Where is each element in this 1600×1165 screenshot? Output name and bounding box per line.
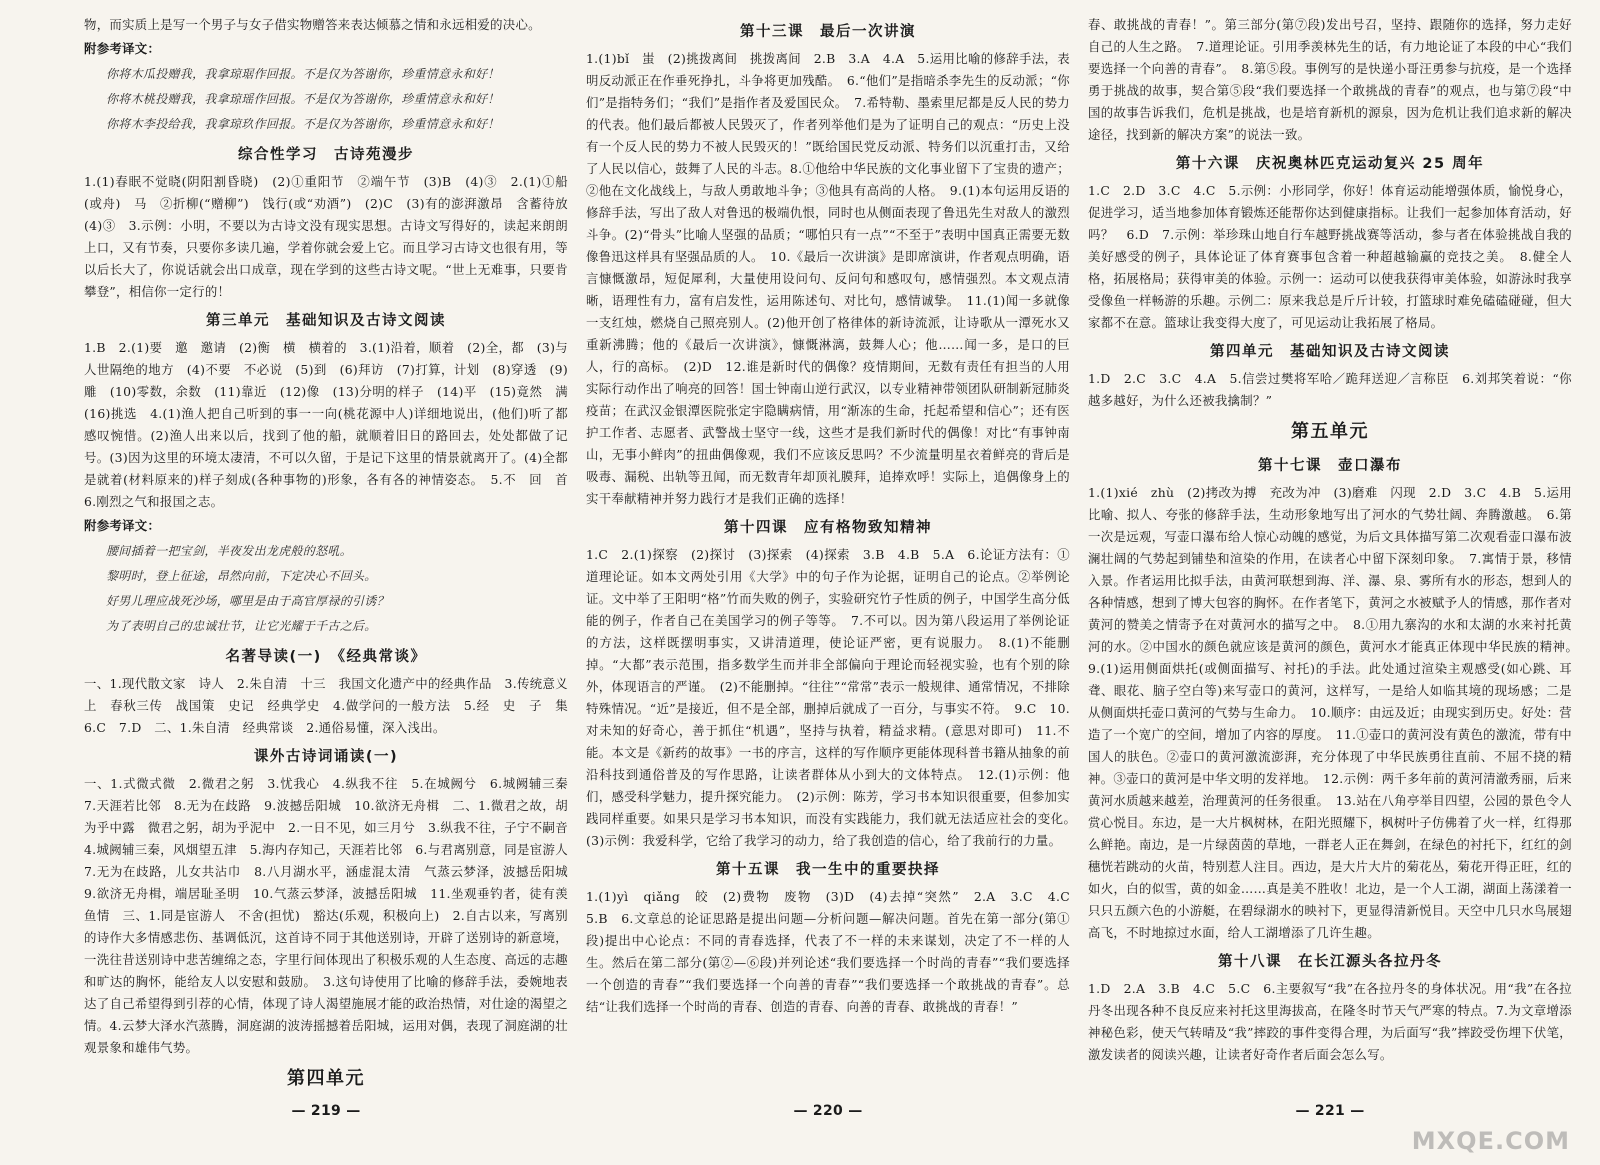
reference-translation-label: 附参考译文： bbox=[84, 518, 161, 533]
watermark: MXQE.COM bbox=[1411, 1127, 1570, 1155]
body-text: 1.D 2.A 3.B 4.C 5.C 6.主要叙写“我”在各拉丹冬的身体状况。用“我”在各拉丹冬出现各种不良反应来衬托这里海拔高，在隆冬时节天气严寒的特点。7.为文章增添神秘色彩，使天气转晴及“我”摔跤的事件变得合理，为后面写“我”摔跤受伤埋下伏笔，激发读者的阅读兴趣，让读者好奇作者后面会怎么写。 bbox=[1088, 981, 1572, 1062]
body-text: 1.(1)xié zhù (2)拷改为搏 充改为冲 (3)磨难 闪现 2.D 3.C 4.B 5.运用比喻、拟人、夸张的修辞手法，生动形象地写出了河水的气势壮阔、奔腾激越。 6.第一次是远观，写壶口瀑布给人惊心动魄的感觉，为后文具体描写第二次观看壶口瀑布波澜壮阔的气势起到铺垫和渲染的作用，在读者心中留下深刻印象。 7.寓情于景，移情入景。作者运用比拟手法，由黄河联想到海、洋、瀑、泉、雾所有水的形态，想到人的各种情感，想到了博大包容的胸怀。在作者笔下，黄河之水被赋予人的情感，那作者对黄河的赞美之情寄予在对黄河水的描写之中。 8.①用九寨沟的水和太湖的水来衬托黄河的水。②中国水的颜色就应该是黄河的颜色，黄河水才能真正体现中华民族的精神。 9.(1)运用侧面烘托(或侧面描写、衬托)的手法。此处通过渲染主观感受(如心跳、耳聋、眼花、脑子空白等)来写壶口的黄河，这样写，一是给人如临其境的现场感；二是从侧面烘托壶口黄河的气势与生命力。 10.顺序：由远及近；由现实到历史。好处：营造了一个宽广的空间，增加了内容的厚度。 11.①壶口的黄河没有黄色的激流，带有中国人的肤色。②壶口的黄河激流澎湃，充分体现了中华民族勇往直前、不屈不挠的精神。③壶口的黄河是中华文明的发祥地。 12.示例：两千多年前的黄河清澈秀丽，后来黄河水质越来越差，治理黄河的任务很重。 13.站在八角亭举目四望，公园的景色令人赏心悦目。东边，是一大片枫树林，在阳光照耀下，枫树叶子仿佛着了火一样，红得那么鲜艳。南边，是一片绿茵茵的草地，一群老人正在舞剑，在绿色的衬托下，红红的剑穗恍若跳动的火苗，特别惹人注目。西边，是大片大片的菊花丛，菊花开得正旺，红的如火，白的似雪，黄的如金……真是美不胜收！北边，是一个人工湖，湖面上荡漾着一只只五颜六色的小游艇，在碧绿湖水的映衬下，更显得清新悦目。天空中几只水鸟展翅高飞，不时地掠过水面，给人工湖增添了几许生趣。 bbox=[1088, 485, 1585, 940]
unit-heading: 第五单元 bbox=[1291, 421, 1369, 442]
body-text: 1.C 2.D 3.C 4.C 5.示例：小形同学，你好！体育运动能增强体质，愉悦身心，促进学习，适当地参加体育锻炼还能帮你达到健康指标。让我们一起参加体育活动，好吗？ 6.D 7.示例：举珍珠山地自行车越野挑战赛等活动，参与者在体验挑战自我的美好感受的例子，具体论证了体育赛事包含着一种超越输赢的竞技之美。 8.健全人格，拓展格局；获得审美的体验。示例一：运动可以使我获得审美体验，如游泳时我享受像鱼一样畅游的乐趣。示例二：原来我总是斤斤计较，打篮球时难免磕磕碰碰，但大家都不在意。篮球让我变得大度了，可见运动让我拓展了格局。 bbox=[1088, 183, 1572, 330]
section-heading: 第十八课 在长江源头各拉丹冬 bbox=[1218, 954, 1442, 970]
section-heading: 第十四课 应有格物致知精神 bbox=[724, 520, 932, 536]
section-heading: 第三单元 基础知识及古诗文阅读 bbox=[206, 313, 446, 329]
translation-line: 你将木桃投赠我，我拿琼瑶作回报。不是仅为答谢你，珍重情意永和好！ bbox=[106, 92, 500, 106]
translation-line: 为了表明自己的忠诚壮节，让它光耀于千古之后。 bbox=[106, 619, 377, 633]
translation-line: 腰间插着一把宝剑，半夜发出龙虎般的怒吼。 bbox=[106, 544, 353, 558]
section-heading: 课外古诗词诵读(一) bbox=[253, 749, 399, 765]
page-221 bbox=[1088, 14, 1585, 1124]
page-219 bbox=[84, 14, 581, 1124]
body-text: 1.(1)春眠不觉晓(阴阳割昏晓) (2)①重阳节 ②端午节 (3)B (4)③ 2.(1)①船(或舟) 马 ②折柳(“赠柳”) 饯行(或“劝酒”) (2)C (3)有的澎湃激昂 含蓄待放 (4)③ 3.示例：小明，不要以为古诗文没有现实思想。古诗文写得好的，读起来朗朗上口，又有节奏，只要你多读几遍，学着你就会爱上它。而且学习古诗文也很有用，等以后长大了，你说话就会出口成章，现在学到的这些古诗文呢。“世上无难事，只要肯攀登”，相信你一定行的！ bbox=[84, 174, 581, 299]
translation-line: 你将木李投给我，我拿琼玖作回报。不是仅为答谢你，珍重情意永和好！ bbox=[106, 117, 500, 131]
body-text: 1.B 2.(1)要 邀 邀请 (2)衡 横 横着的 3.(1)沿着，顺着 (2)全，都 (3)与人世隔绝的地方 (4)不要 不必说 (5)到 (6)拜访 (7)打算，计划 (8)穿透 (9)雕 (10)零数，余数 (11)靠近 (12)像 (13)分明的样子 (14)平 (15)竟然 满 (16)挑选 4.(1)渔人把自己听到的事一一向(桃花源中人)详细地说出，(他们)听了都感叹惋惜。(2)渔人出来以后，找到了他的船，就顺着旧日的路回去，处处都做了记号。(3)因为这里的环境太凄清，不可以久留，于是记下这里的情景就离开了。(4)全都是就着(材料原来的)样子刻成(各种事物的)形象，各有各的神情姿态。 5.不 回 首 6.刚烈之气和报国之志。 bbox=[84, 340, 581, 509]
section-heading: 第十三课 最后一次讲演 bbox=[740, 24, 916, 40]
section-heading: 名著导读(一) 《经典常谈》 bbox=[225, 649, 427, 665]
body-text: 1.(1)bǐ 蚩 (2)挑拨离间 挑拨离间 2.B 3.A 4.A 5.运用比喻的修辞手法，表明反动派正在作垂死挣扎，斗争将更加残酷。 6.“他们”是指暗杀李先生的反动派；“你们”是指特务们；“我们”是指作者及爱国民众。 7.希特勒、墨索里尼都是反人民的势力的代表。他们最后都被人民毁灭了，作者列举他们是为了证明自己的观点：“历史上没有一个反人民的势力不被人民毁灭的！”既给国民党反动派、特务们以沉重打击，又给了人民以信心，鼓舞了人民的斗志。8.①他给中华民族的文化事业留下了宝贵的遗产；②他在文化战线上，与敌人勇敢地斗争；③他具有高尚的人格。 9.(1)本句运用反语的修辞手法，写出了敌人对鲁迅的极端仇恨，同时也从侧面表现了鲁迅先生对敌人的激烈斗争。(2)“骨头”比喻人坚强的品质；“哪怕只有一点”“不至于”表明中国真正需要无数像鲁迅这样具有坚强品质的人。 10.《最后一次讲演》是即席演讲，作者观点明确，语言慷慨激昂，短促犀利，大量使用设问句、反问句和感叹句，感情强烈。本文观点清晰，语理性有力，富有启发性，运用陈述句、对比句，感情诚挚。 11.(1)闻一多就像一支红烛，燃烧自己照亮别人。(2)他开创了格律体的新诗流派，让诗歌从一潭死水又重新沸腾；他的《最后一次讲演》，慷慨淋漓，鼓舞人心；他……闻一多，是口的巨人，行的高标。 (2)D 12.谁是新时代的偶像？疫情期间，无数有责任有担当的人用实际行动作出了响亮的回答！国士钟南山逆行武汉，以专业精神带领团队研制新冠肺炎疫苗；在武汉金银潭医院张定宇隐瞒病情，用“渐冻的生命，托起希望和信心”；还有医护工作者、志愿者、武警战士坚守一线，这些才是我们新时代的偶像！对比“有事钟南山，无事小鲜肉”的扭曲偶像观，我们不应该反思吗？不少流量明星衣着鲜亮的背后是吸毒、漏税、出轨等丑闻，而无数青年却顶礼膜拜，追捧欢呼！实际上，追偶像身上的实干奉献精神并努力践行才是我们正确的选择！ bbox=[586, 51, 1070, 506]
reference-translation-label: 附参考译文： bbox=[84, 41, 161, 56]
body-text: 春、敢挑战的青春！”。第三部分(第⑦段)发出号召，坚持、跟随你的选择，努力走好自己的人生之路。 7.道理论证。引用季羡林先生的话，有力地论证了本段的中心“我们要选择一个向善的青春”。 8.第⑤段。事例写的是快递小哥汪勇参与抗疫，是一个选择勇于挑战的故事，契合第⑤段“我们要选择一个敢挑战的青春”的观点，也与第⑦段“中国的故事告诉我们，危机是挑战，也是培育新机的源泉，因为危机让我们追求新的解决途径，找到新的解决方案”的说法一致。 bbox=[1088, 17, 1572, 142]
body-text: 1.(1)yì qiǎng 皎 (2)费物 废物 (3)D (4)去掉“突然” 2.A 3.C 4.C 5.B 6.文章总的论证思路是提出问题—分析问题—解决问题。首先在第一部分(第①段)提出中心论点：不同的青春选择，代表了不一样的未来谋划，决定了不一样的人生。然后在第二部分(第②—⑥段)并列论述“我们要选择一个时尚的青春”“我们要选择一个创造的青春”“我们要选择一个向善的青春”“我们要选择一个敢挑战的青春”。总结“让我们选择一个时尚的青春、创造的青春、向善的青春、敢挑战的青春！” bbox=[586, 889, 1083, 1014]
body-text: 物，而实质上是写一个男子与女子借实物赠答来表达倾慕之情和永远相爱的决心。 bbox=[84, 17, 541, 32]
section-heading: 综合性学习 古诗苑漫步 bbox=[238, 147, 414, 163]
translation-line: 你将木瓜投赠我，我拿琼琚作回报。不是仅为答谢你，珍重情意永和好！ bbox=[106, 67, 500, 81]
section-heading: 第四单元 基础知识及古诗文阅读 bbox=[1210, 344, 1450, 360]
page-220 bbox=[586, 14, 1083, 1124]
page-number: — 219 — bbox=[291, 1103, 361, 1119]
section-heading: 第十七课 壶口瀑布 bbox=[1258, 458, 1402, 474]
section-heading: 第十五课 我一生中的重要抉择 bbox=[716, 862, 940, 878]
body-text: 一、1.现代散文家 诗人 2.朱自清 十三 我国文化遗产中的经典作品 3.传统意义上 春秋三传 战国策 史记 经典学史 4.做学问的一般方法 5.经 史 子 集 6.C 7.D 二、1.朱自清 经典常谈 2.通俗易懂，深入浅出。 bbox=[84, 676, 581, 735]
unit-heading: 第四单元 bbox=[287, 1068, 365, 1089]
translation-line: 黎明时，登上征途，昂然向前，下定决心不回头。 bbox=[106, 569, 377, 583]
section-heading: 第十六课 庆祝奥林匹克运动复兴 25 周年 bbox=[1175, 156, 1485, 172]
page-number: — 221 — bbox=[1295, 1103, 1365, 1119]
page-number: — 220 — bbox=[793, 1103, 863, 1119]
translation-line: 好男儿理应战死沙场，哪里是由于高官厚禄的引诱？ bbox=[106, 594, 389, 608]
body-text: 1.D 2.C 3.C 4.A 5.信尝过樊将军哈／跪拜送迎／言称臣 6.刘邦笑着说：“你越多越好，为什么还被我擒制？” bbox=[1088, 371, 1572, 408]
body-text: 1.C 2.(1)探察 (2)探讨 (3)探索 (4)探索 3.B 4.B 5.A 6.论证方法有：①道理论证。如本文两处引用《大学》中的句子作为论据，证明自己的论点。②举例论证。文中举了王阳明“格”竹而失败的例子，实验研究竹子性质的例子，中国学生高分低能的例子，作者自己在美国学习的例子等等。 7.不可以。因为第八段运用了举例论证的方法，这样既摆明事实，又讲清道理，使论证严密，更有说服力。 8.(1)不能删掉。“大都”表示范围，指多数学生而并非全部偏向于理论而轻视实验，也有个别的除外，体现语言的严谨。 (2)不能删掉。“往往”“常常”表示一般规律、通常情况，不排除特殊情况。“近”是接近，但不是全部，删掉后就成了一百分，与事实不符。 9.C 10.对未知的好奇心，善于抓住“机遇”，坚持与执着，精益求精。(意思对即可) 11.不能。本文是《新药的故事》一书的序言，这样的写作顺序更能体现科普书籍从抽象的前沿科技到通俗普及的写作思路，让读者群体从小到大的文体特点。 12.(1)示例：他们，感受科学魅力，提升探究能力。 (2)示例：陈芳，学习书本知识很重要，但参加实践同样重要。如果只是学习书本知识，而没有实践能力，我们就无法适应社会的变化。 (3)示例：我爱科学，它给了我学习的动力，给了我创造的信心，给了我前行的力量。 bbox=[586, 547, 1083, 848]
body-text: 一、1.式微式微 2.微君之躬 3.忧我心 4.纵我不往 5.在城阙兮 6.城阙辅三秦 7.天涯若比邻 8.无为在歧路 9.波撼岳阳城 10.欲济无舟楫 二、1.微君之故，胡为乎中露 微君之躬，胡为乎泥中 2.一日不见，如三月兮 3.纵我不往，子宁不嗣音 4.城阙辅三秦，风烟望五津 5.海内存知己，天涯若比邻 6.与君离别意，同是宦游人 7.无为在歧路，儿女共沾巾 8.八月湖水平，涵虚混太清 气蒸云梦泽，波撼岳阳城 9.欲济无舟楫，端居耻圣明 10.气蒸云梦泽，波撼岳阳城 11.坐观垂钓者，徒有羡鱼情 三、1.同是宦游人 不舍(担忧) 豁达(乐观，积极向上) 2.自古以来，写离别的诗作大多情感悲伤、基调低沉，这首诗不同于其他送别诗，开辟了送别诗的新意境，一洗往昔送别诗中悲苦缠绵之态，字里行间体现出了积极乐观的人生态度、高远的志趣和旷达的胸怀，能给友人以安慰和鼓励。 3.这句诗使用了比喻的修辞手法，委婉地表达了自己希望得到引荐的心情，体现了诗人渴望施展才能的政治热情，对仕途的渴望之情。4.云梦大泽水汽蒸腾，洞庭湖的波涛摇撼着岳阳城，运用对偶，表现了洞庭湖的壮观景象和雄伟气势。 bbox=[84, 776, 581, 1055]
